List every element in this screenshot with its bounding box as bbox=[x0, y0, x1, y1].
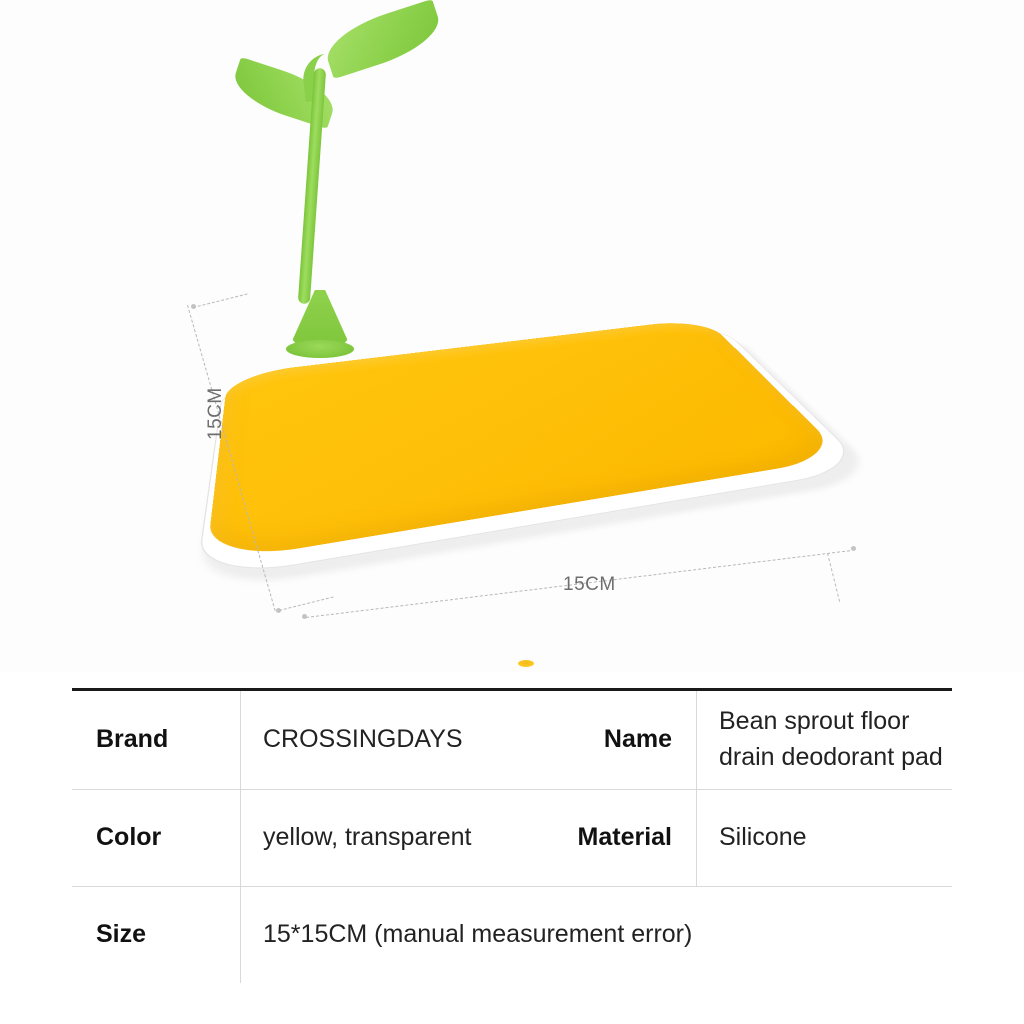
spec-table bbox=[72, 688, 952, 983]
spec-label-name: Name bbox=[603, 725, 672, 754]
dimension-tick-depth-bottom bbox=[279, 596, 334, 611]
dimension-dot-width-right bbox=[851, 546, 856, 551]
spec-value-size: 15*15CM (manual measurement error) bbox=[240, 887, 952, 983]
spec-value-brand: CROSSINGDAYS bbox=[240, 691, 496, 789]
dimension-label-depth: 15CM bbox=[205, 387, 226, 440]
spec-value-name bbox=[696, 691, 952, 789]
sprout-base-foot bbox=[286, 340, 354, 358]
spec-label-size: Size bbox=[96, 920, 147, 948]
spec-value-material: Silicone bbox=[696, 790, 952, 886]
spec-value-name-line2: drain deodorant pad bbox=[719, 742, 943, 771]
table-row bbox=[72, 691, 952, 790]
spec-label-brand: Brand bbox=[96, 725, 169, 754]
bean-sprout-handle bbox=[240, 10, 460, 370]
table-row bbox=[72, 887, 952, 983]
spec-label-color: Color bbox=[96, 823, 162, 851]
spec-value-color: yellow, transparent bbox=[240, 790, 496, 886]
spec-label-material: Material bbox=[577, 823, 672, 851]
dimension-tick-width-right bbox=[827, 553, 840, 602]
spec-value-name-line1: Bean sprout floor bbox=[719, 707, 910, 735]
pad-center-dimple bbox=[518, 660, 534, 667]
table-row bbox=[72, 790, 952, 887]
dimension-label-width: 15CM bbox=[563, 574, 616, 595]
